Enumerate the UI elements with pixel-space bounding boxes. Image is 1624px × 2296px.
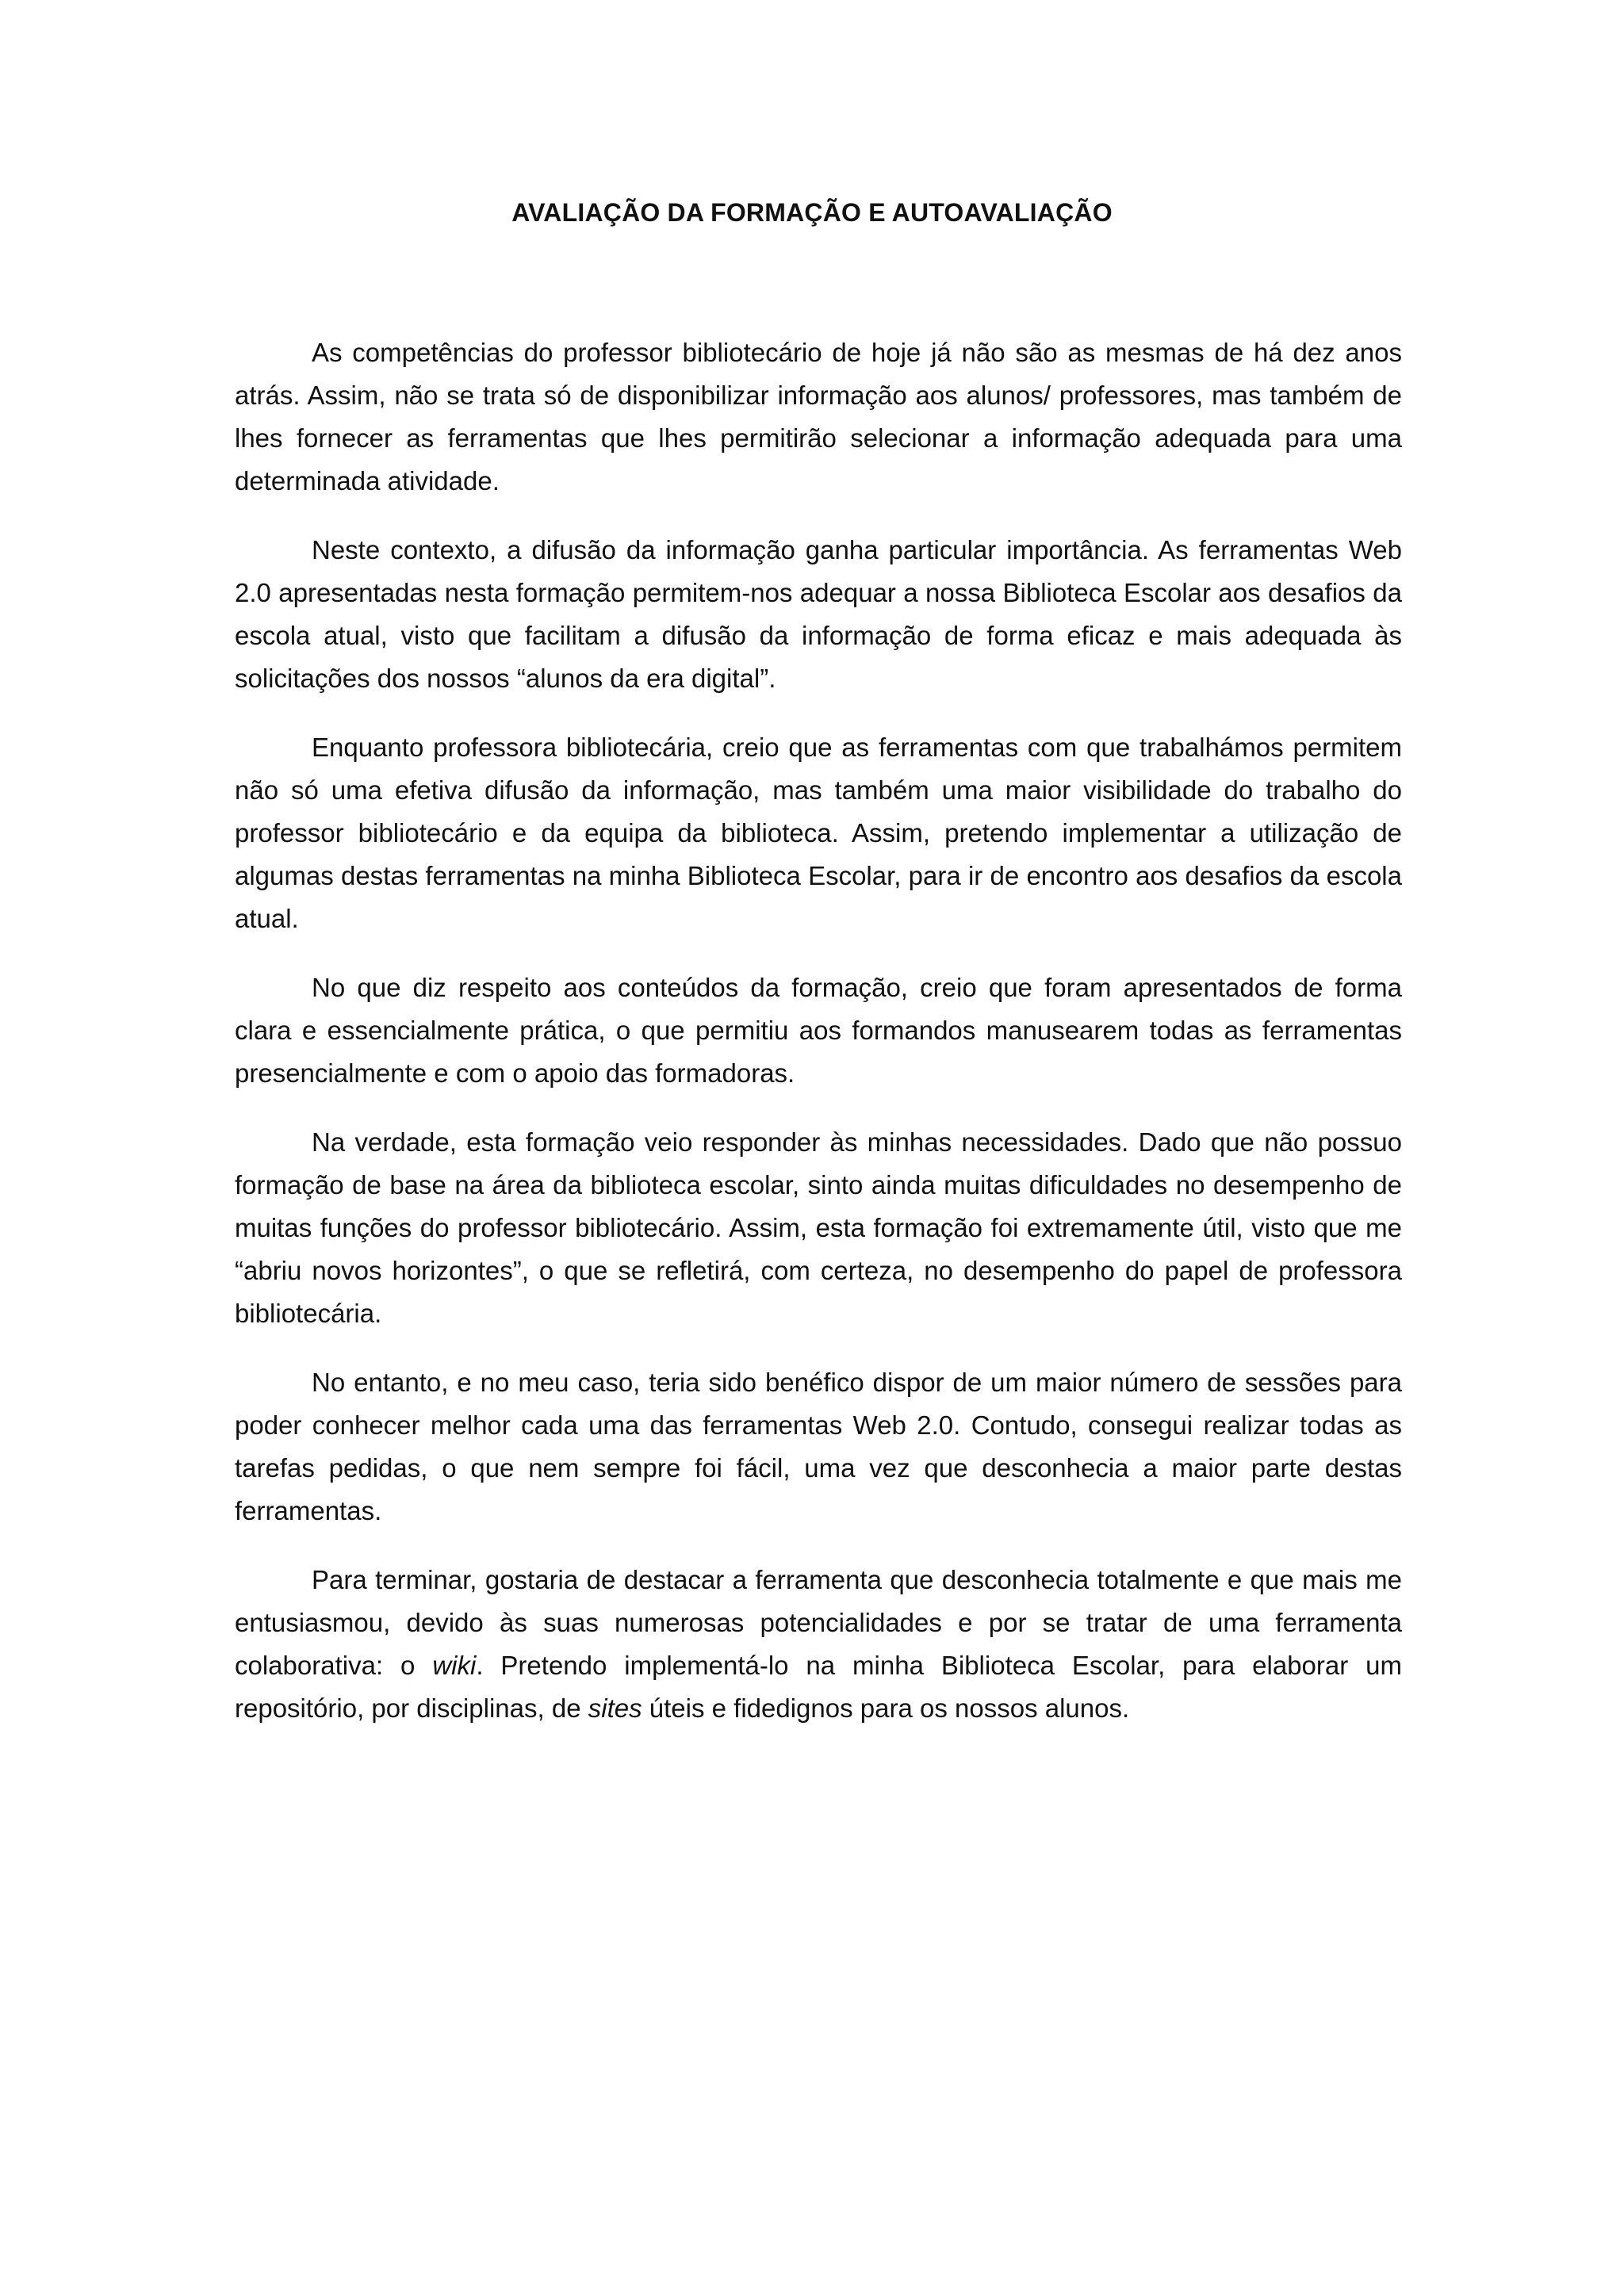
paragraph-4: No que diz respeito aos conteúdos da formação, creio que foram apresentados de forma clara e essencialmente prática, o que permitiu aos formandos manusearem todas as ferramentas presencialmente e com o apoio das formadoras. <box>235 973 1402 1088</box>
paragraph-5: Na verdade, esta formação veio responder às minhas necessidades. Dado que não possuo formação de base na área da biblioteca escolar, sinto ainda muitas dificuldades no desempenho de muitas funções do professor bibliotecário. Assim, esta formação foi extremamente útil, visto que me “abriu novos horizontes”, o que se refletirá, com certeza, no desempenho do papel de professora bibliotecária. <box>235 1127 1402 1328</box>
paragraph-7-part-2: . Pretendo implementá-lo na minha Biblioteca Escolar, para elaborar um repositório, por disciplinas, de <box>235 1651 1402 1723</box>
paragraph-1: As competências do professor bibliotecário de hoje já não são as mesmas de há dez anos atrás. Assim, não se trata só de disponibilizar informação aos alunos/ professores, mas também de lhes fornecer as ferramentas que lhes permitirão selecionar a informação adequada para uma determinada atividade. <box>235 338 1402 496</box>
paragraph-7-part-3: úteis e fidedignos para os nossos alunos. <box>642 1693 1130 1723</box>
document-title: AVALIAÇÃO DA FORMAÇÃO E AUTOAVALIAÇÃO <box>511 198 1113 227</box>
paragraph-3: Enquanto professora bibliotecária, creio que as ferramentas com que trabalhámos permitem não só uma efetiva difusão da informação, mas também uma maior visibilidade do trabalho do professor bibliotecário e da equipa da biblioteca. Assim, pretendo implementar a utilização de algumas destas ferramentas na minha Biblioteca Escolar, para ir de encontro aos desafios da escola atual. <box>235 733 1402 933</box>
sites-term: sites <box>588 1693 642 1723</box>
paragraph-7-part-1: Para terminar, gostaria de destacar a ferramenta que desconhecia totalmente e que mais me entusiasmou, devido às suas numerosas potencialidades e por se tratar de uma ferramenta colaborativa: o <box>235 1565 1402 1680</box>
paragraph-7 <box>235 1559 1402 1730</box>
paragraph-6: No entanto, e no meu caso, teria sido benéfico dispor de um maior número de sessões para poder conhecer melhor cada uma das ferramentas Web 2.0. Contudo, consegui realizar todas as tarefas pedidas, o que nem sempre foi fácil, uma vez que desconhecia a maior parte destas ferramentas. <box>235 1368 1402 1525</box>
wiki-term: wiki <box>432 1651 477 1680</box>
document-body <box>235 331 1402 1756</box>
paragraph-2: Neste contexto, a difusão da informação ganha particular importância. As ferramentas Web 2.0 apresentadas nesta formação permitem-nos adequar a nossa Biblioteca Escolar aos desafios da escola atual, visto que facilitam a difusão da informação de forma eficaz e mais adequada às solicitações dos nossos “alunos da era digital”. <box>235 535 1402 693</box>
